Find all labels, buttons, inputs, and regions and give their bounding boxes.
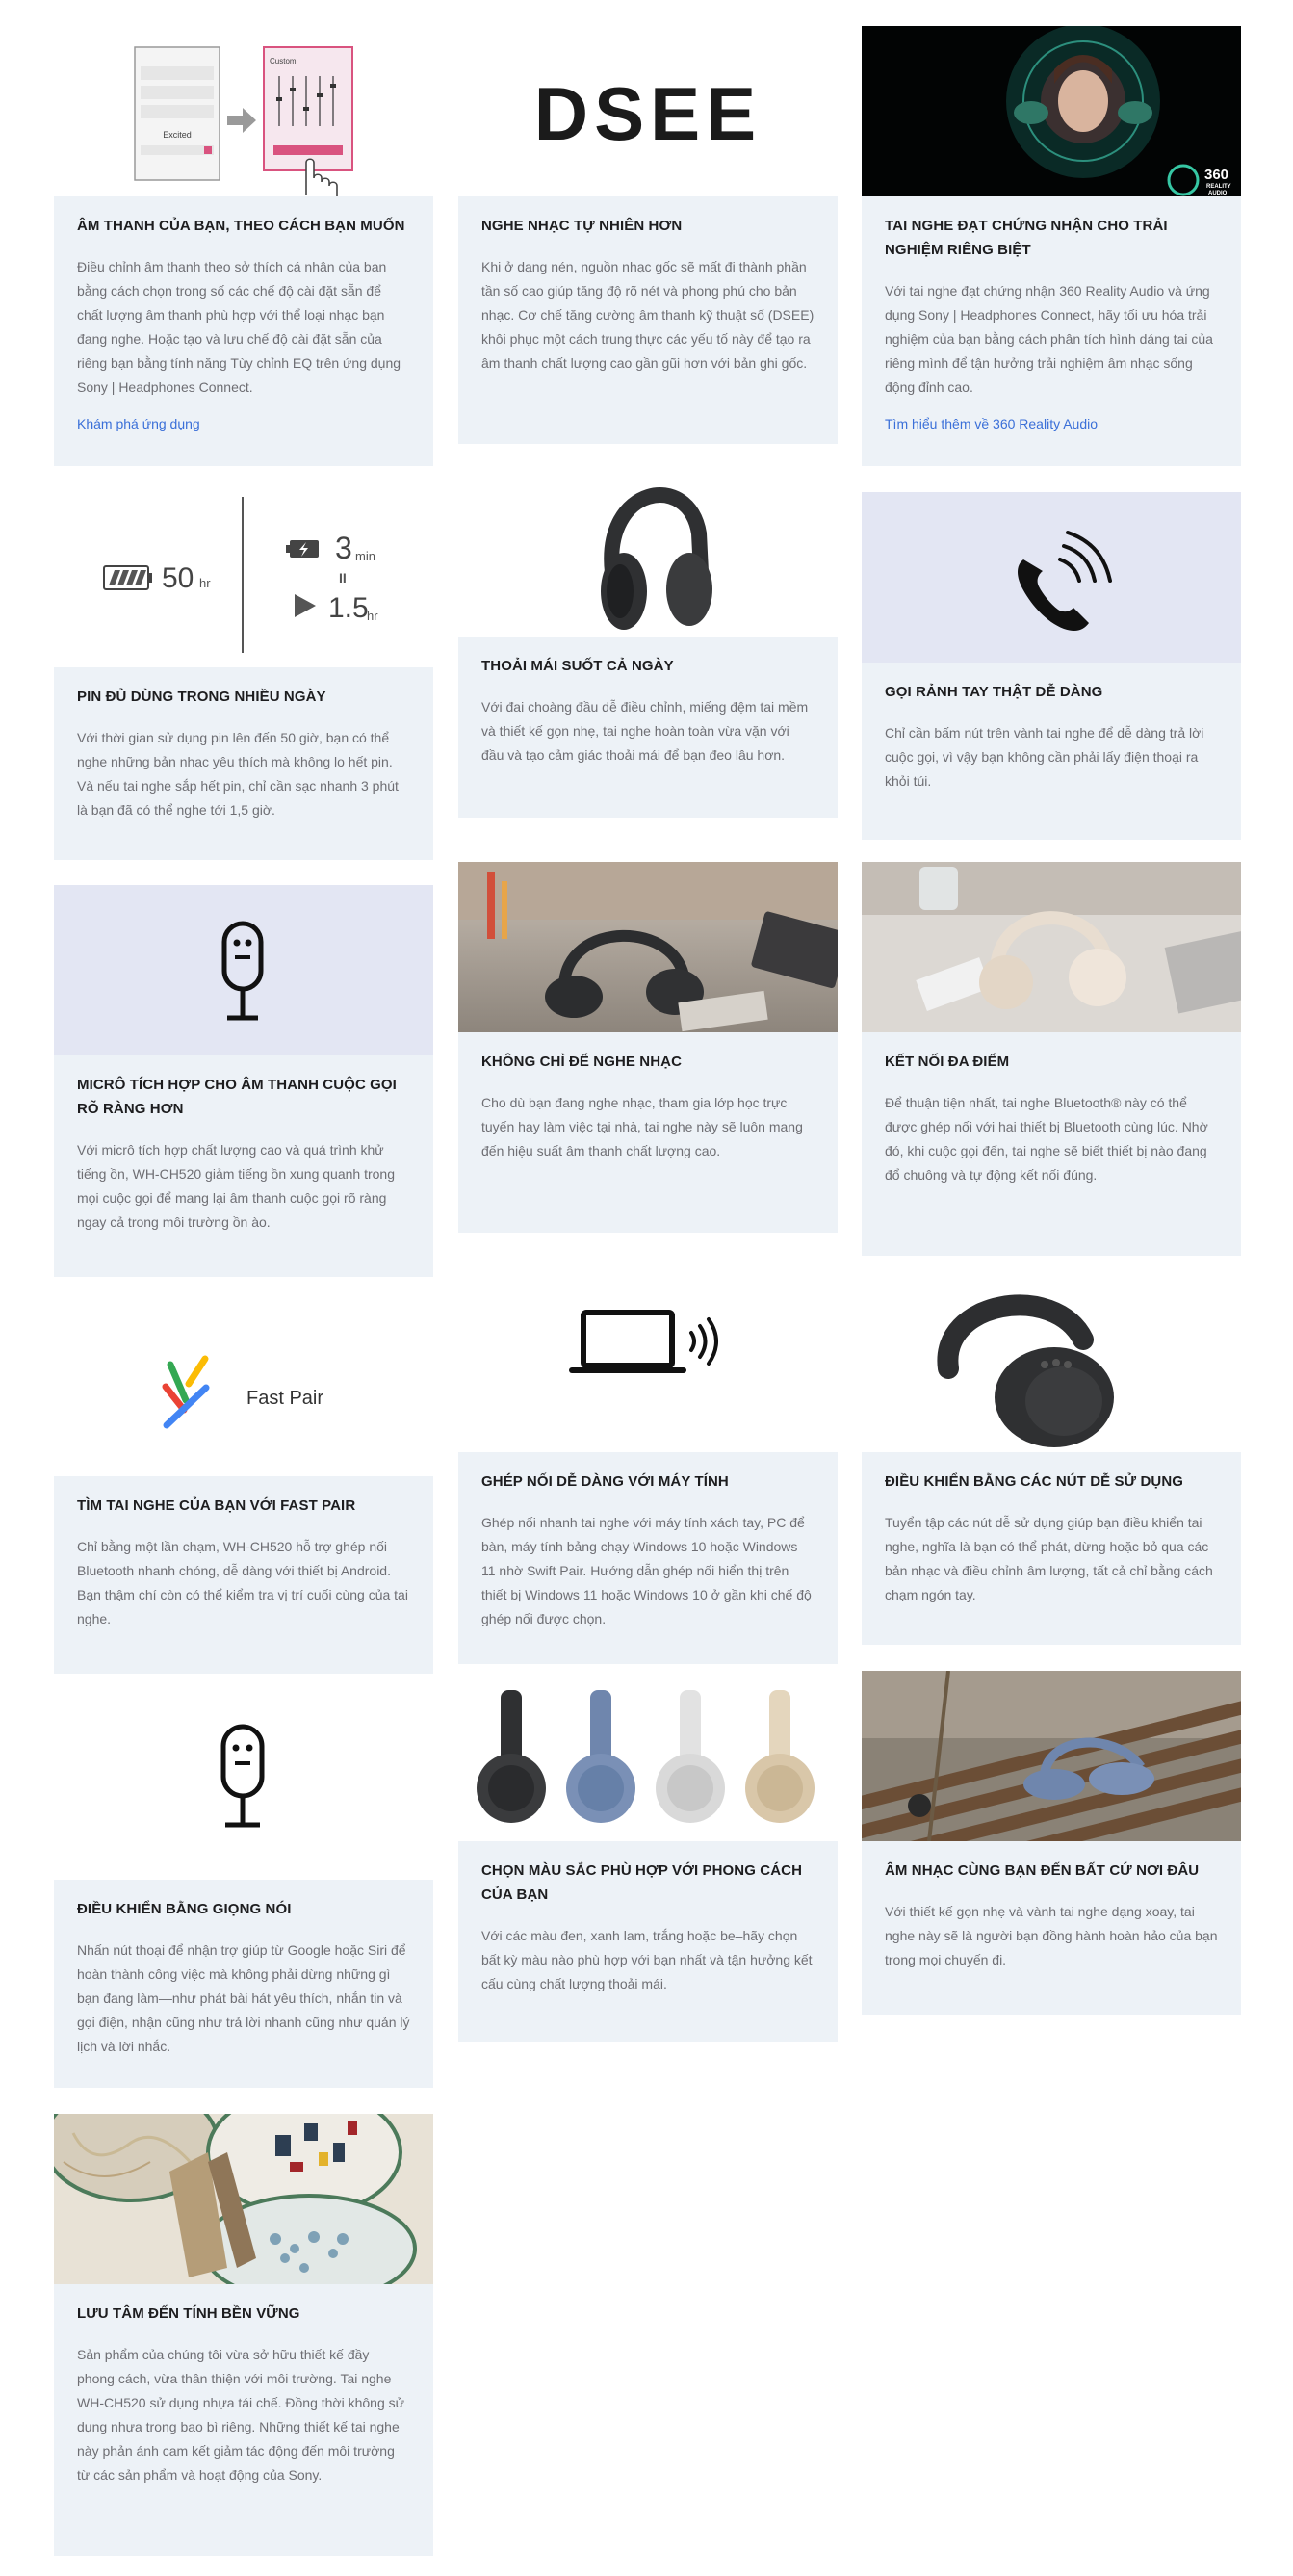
card-battery-body (54, 667, 433, 860)
card-buttons-body (862, 1452, 1241, 1645)
card-on-the-go-body (862, 1841, 1241, 2015)
card-title: NGHE NHẠC TỰ NHIÊN HƠN (481, 218, 683, 234)
learn-more-360-link[interactable]: Tìm hiểu thêm về 360 Reality Audio (885, 416, 1099, 431)
microphone-tile (54, 885, 433, 1055)
card-description: Nhấn nút thoại để nhận trợ giúp từ Google hoặc Siri để hoàn thành công việc mà không phải dừng những gì bạn đang làm—như phát bài hát yêu thích, nhắn tin và gọi điện, nhận cũng như trả lời nhanh cũng như quản lý lịch và lời nhắc. (77, 1942, 410, 2054)
card-title: THOẢI MÁI SUỐT CẢ NGÀY (481, 658, 674, 674)
card-title: CHỌN MÀU SẮC PHÙ HỢP VỚI PHONG CÁCH CỦA BẠN (481, 1862, 803, 1903)
charge-time-value: 3 (335, 531, 352, 565)
multipoint-photo (862, 862, 1241, 1032)
card-title: GỌI RẢNH TAY THẬT DỄ DÀNG (885, 684, 1103, 700)
card-title: KẾT NỐI ĐA ĐIỂM (885, 1054, 1010, 1070)
card-description: Với thiết kế gọn nhẹ và vành tai nghe dạng xoay, tai nghe này sẽ là người bạn đồng hành hoàn hảo của bạn trong mọi chuyến đi. (885, 1904, 1218, 1967)
recycled-materials-photo (54, 2114, 433, 2284)
charging-battery-icon (286, 540, 319, 558)
card-title: TAI NGHE ĐẠT CHỨNG NHẬN CHO TRẢI NGHIỆM RIÊNG BIỆT (885, 218, 1168, 258)
360-reality-audio-image (862, 26, 1241, 196)
play-time-unit: hr (367, 609, 378, 623)
card-pc-pairing-body (458, 1452, 838, 1664)
card-description: Với đai choàng đầu dễ điều chỉnh, miếng đệm tai mềm và thiết kế gọn nhẹ, tai nghe hoàn toàn vừa vặn với đầu và tạo cảm giác thoải mái để bạn đeo lâu hơn. (481, 699, 809, 763)
badge-number: 360 (1204, 167, 1229, 183)
card-microphone-body (54, 1055, 433, 1277)
card-title: KHÔNG CHỈ ĐỂ NGHE NHẠC (481, 1054, 683, 1070)
card-title: MICRÔ TÍCH HỢP CHO ÂM THANH CUỘC GỌI RÕ RÀNG HƠN (77, 1077, 397, 1117)
card-description: Tuyển tập các nút dễ sử dụng giúp bạn điều khiển tai nghe, nghĩa là bạn có thể phát, dừng hoặc bỏ qua các bản nhạc và điều chỉnh âm lượng, tất cả chỉ bằng cách chạm ngón tay. (885, 1515, 1213, 1602)
card-description: Để thuận tiện nhất, tai nghe Bluetooth® này có thể được ghép nối với hai thiết bị Bluetooth cùng lúc. Nhờ đó, khi cuộc gọi đến, tai nghe sẽ biết thiết bị nào đang đổ chuông và tự động kết nối đúng. (885, 1095, 1208, 1183)
eq-custom-label: Custom (270, 57, 297, 65)
battery-hours-value: 50 (162, 562, 194, 594)
card-description: Cho dù bạn đang nghe nhạc, tham gia lớp học trực tuyến hay làm việc tại nhà, tai nghe này sẽ luôn mang đến hiệu suất âm thanh chất lượng cao. (481, 1095, 803, 1158)
play-time-value: 1.5 (328, 592, 369, 624)
card-description: Chỉ cần bấm nút trên vành tai nghe để dễ dàng trả lời cuộc gọi, vì vậy bạn không cần phải lấy điện thoại ra khỏi túi. (885, 725, 1204, 789)
card-description: Chỉ bằng một lần chạm, WH-CH520 hỗ trợ ghép nối Bluetooth nhanh chóng, dễ dàng với thiết bị Android. Bạn thậm chí còn có thể kiểm tra vị trí cuối cùng của tai nghe. (77, 1539, 408, 1626)
card-dsee-body (458, 196, 838, 444)
card-description: Với micrô tích hợp chất lượng cao và quá trình khử tiếng ồn, WH-CH520 giảm tiếng ồn xung quanh trong mọi cuộc gọi để mang lại âm thanh cuộc gọi rõ ràng ngay cả trong môi trường ồn ào. (77, 1142, 395, 1230)
card-hands-free-body (862, 663, 1241, 840)
card-title: ĐIỀU KHIỂN BẰNG CÁC NÚT DỄ SỬ DỤNG (885, 1473, 1184, 1490)
card-multipoint-body (862, 1032, 1241, 1256)
card-title: ÂM NHẠC CÙNG BẠN ĐẾN BẤT CỨ NƠI ĐÂU (885, 1862, 1200, 1879)
eq-app-illustration (54, 26, 433, 196)
card-description: Với các màu đen, xanh lam, trắng hoặc be–hãy chọn bất kỳ màu nào phù hợp với bạn nhất và tận hưởng kết cấu cùng chất lượng thoải mái. (481, 1928, 813, 1991)
card-description: Với tai nghe đạt chứng nhận 360 Reality Audio và ứng dụng Sony | Headphones Connect, hãy tối ưu hóa trải nghiệm của bạn bằng cách phân tích hình dáng tai của riêng mình để tận hưởng trải nghiệm âm nhạc sống động đỉnh cao. (885, 283, 1213, 395)
card-title: ĐIỀU KHIỂN BẰNG GIỌNG NÓI (77, 1901, 292, 1917)
card-360-body (862, 196, 1241, 466)
card-title: ÂM THANH CỦA BẠN, THEO CÁCH BẠN MUỐN (77, 218, 405, 234)
headphones-product-photo (458, 466, 838, 637)
card-fast-pair-body (54, 1476, 433, 1674)
card-description: Khi ở dạng nén, nguồn nhạc gốc sẽ mất đi thành phần tần số cao giúp tăng độ rõ nét và phong phú cho bản nhạc. Cơ chế tăng cường âm thanh kỹ thuật số (DSEE) khôi phục một cách trung thực các yếu tố này để tạo ra âm thanh chất lượng cao gần gũi hơn với bản ghi gốc. (481, 259, 815, 371)
card-title: GHÉP NỐI DỄ DÀNG VỚI MÁY TÍNH (481, 1473, 729, 1490)
card-description: Điều chỉnh âm thanh theo sở thích cá nhân của bạn bằng cách chọn trong số các chế độ cài đặt sẵn để chất lượng âm thanh phù hợp với thể loại nhạc bạn đang nghe. Hoặc tạo và lưu chế độ cài đặt sẵn của riêng bạn bằng tính năng Tùy chỉnh EQ trên ứng dụng Sony | Headphones Connect. (77, 259, 401, 395)
phone-call-tile (862, 492, 1241, 663)
card-colors-body (458, 1841, 838, 2042)
fast-pair-tile (54, 1306, 433, 1476)
charge-time-unit: min (355, 549, 375, 563)
card-comfort-body (458, 637, 838, 818)
badge-line1: REALITY (1206, 184, 1231, 190)
color-variants-photo (458, 1671, 838, 1841)
dsee-logo-tile (458, 26, 838, 196)
card-description: Với thời gian sử dụng pin lên đến 50 giờ, bạn có thể nghe những bản nhạc yêu thích mà không lo hết pin. Và nếu tai nghe sắp hết pin, chỉ cần sạc nhanh 3 phút là bạn đã có thể nghe tới 1,5 giờ. (77, 730, 399, 818)
card-description: Ghép nối nhanh tai nghe với máy tính xách tay, PC để bàn, máy tính bảng chạy Windows 10 hoặc Windows 11 nhờ Swift Pair. Hướng dẫn ghép nối hiển thị trên thiết bị Windows 11 hoặc Windows 10 ở gần khi chế độ ghép nối được chọn. (481, 1515, 812, 1626)
dsee-logo: DSEE (533, 71, 763, 156)
card-eq-body (54, 196, 433, 466)
battery-hours-unit: hr (199, 576, 211, 590)
laptop-pairing-tile (458, 1282, 838, 1452)
card-description: Sản phẩm của chúng tôi vừa sở hữu thiết kế đầy phong cách, vừa thân thiện với môi trường. Tai nghe WH-CH520 sử dụng nhựa tái chế. Đồng thời không sử dụng nhựa trong bao bì riêng. Những thiết kế tai nghe này phản ánh cam kết giảm tác động đến môi trường từ các sản phẩm và hoạt động của Sony. (77, 2347, 405, 2483)
card-sustainability-body (54, 2284, 433, 2556)
explore-app-link[interactable]: Khám phá ứng dụng (77, 416, 200, 431)
headphone-buttons-photo (862, 1282, 1241, 1452)
voice-control-tile (54, 1709, 433, 1880)
card-beyond-music-body (458, 1032, 838, 1233)
bench-headphones-photo (862, 1671, 1241, 1841)
card-title: TÌM TAI NGHE CỦA BẠN VỚI FAST PAIR (77, 1497, 356, 1514)
badge-line2: AUDIO (1208, 191, 1228, 196)
battery-illustration (54, 497, 433, 667)
card-title: PIN ĐỦ DÙNG TRONG NHIỀU NGÀY (77, 689, 326, 705)
desk-headphones-photo (458, 862, 838, 1032)
equals-mark: II (339, 570, 347, 585)
card-voice-control-body (54, 1880, 433, 2088)
card-title: LƯU TÂM ĐẾN TÍNH BỀN VỮNG (77, 2305, 300, 2322)
eq-preset-label: Excited (163, 130, 192, 140)
fast-pair-label: Fast Pair (246, 1388, 324, 1409)
